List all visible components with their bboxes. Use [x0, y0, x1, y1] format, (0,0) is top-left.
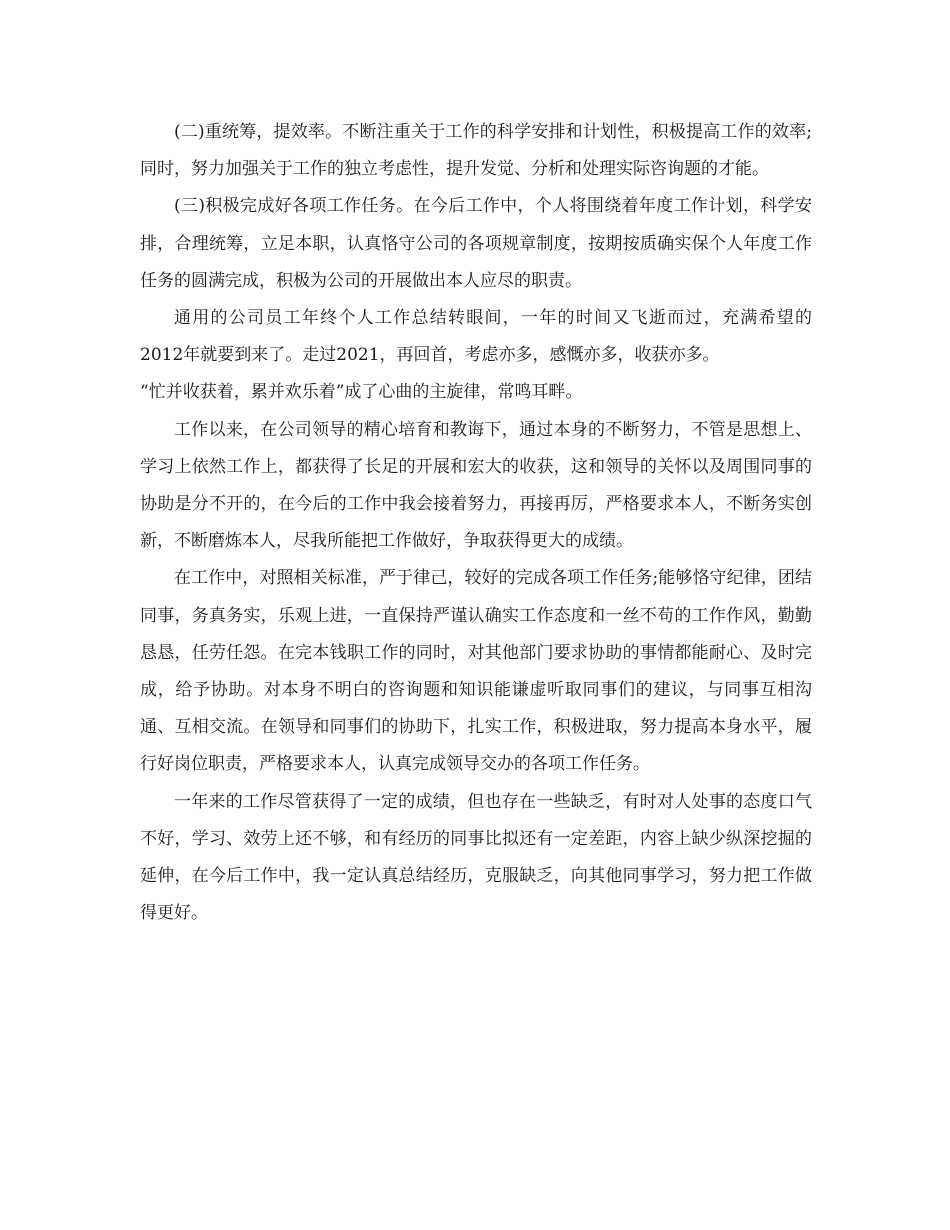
document-body — [140, 114, 812, 932]
paragraph-motto: “忙并收获着，累并欢乐着”成了心曲的主旋律，常鸣耳畔。 — [140, 382, 583, 403]
paragraph-shortcomings: 一年来的工作尽管获得了一定的成绩，但也存在一些缺乏，有时对人处事的态度口气不好，学习、效劳上还不够，和有经历的同事比拟还有一定差距，内容上缺少纵深挖掘的延伸，在今后工作中，我一定认真总结经历，克服缺乏，向其他同事学习，努力把工作做得更好。 — [140, 791, 812, 924]
paragraph-complete-tasks: (三)积极完成好各项工作任务。在今后工作中，个人将围绕着年度工作计划，科学安排，合理统筹，立足本职，认真恪守公司的各项规章制度，按期按质确实保个人年度工作任务的圆满完成，积极为公司的开展做出本人应尽的职责。 — [140, 196, 812, 291]
paragraph-since-working: 工作以来，在公司领导的精心培育和教诲下，通过本身的不断努力，不管是思想上、学习上依然工作上，都获得了长足的开展和宏大的收获，这和领导的关怀以及周围同事的协助是分不开的，在今后的工作中我会接着努力，再接再厉，严格要求本人，不断务实创新，不断磨炼本人，尽我所能把工作做好，争取获得更大的成绩。 — [140, 419, 812, 552]
paragraph-coordination: (二)重统筹，提效率。不断注重关于工作的科学安排和计划性，积极提高工作的效率;同时，努力加强关于工作的独立考虑性，提升发觉、分析和处理实际咨询题的才能。 — [140, 122, 812, 180]
paragraph-at-work: 在工作中，对照相关标准，严于律己，较好的完成各项工作任务;能够恪守纪律，团结同事，务真务实，乐观上进，一直保持严谨认确实工作态度和一丝不苟的工作作风，勤勤恳恳，任劳任怨。在完本钱职工作的同时，对其他部门要求协助的事情都能耐心、及时完成，给予协助。对本身不明白的咨询题和知识能谦虚听取同事们的建议，与同事互相沟通、互相交流。在领导和同事们的协助下，扎实工作，积极进取，努力提高本身水平，履行好岗位职责，严格要求本人，认真完成领导交办的各项工作任务。 — [140, 568, 812, 775]
paragraph-year-intro: 通用的公司员工年终个人工作总结转眼间，一年的时间又飞逝而过，充满希望的2012年就要到来了。走过2021，再回首，考虑亦多，感慨亦多，收获亦多。 — [140, 308, 812, 366]
